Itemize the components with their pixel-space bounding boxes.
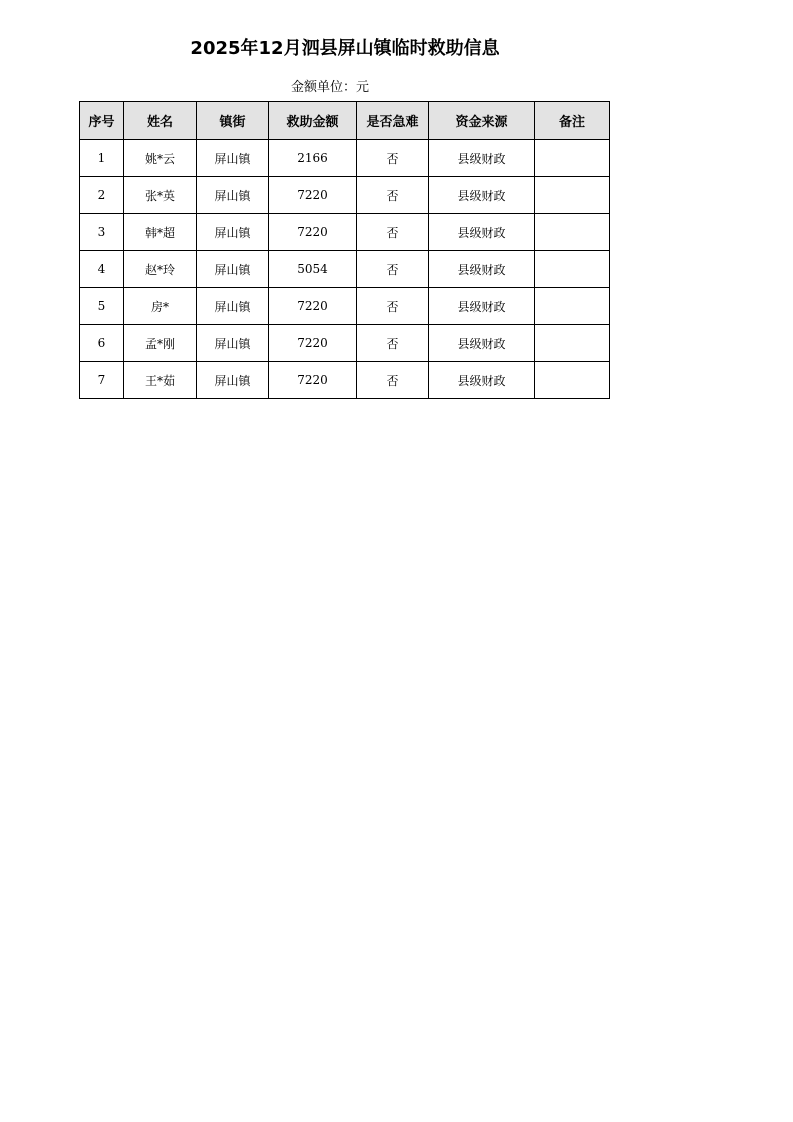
cell-town: 屏山镇 <box>197 140 269 177</box>
cell-fund-source: 县级财政 <box>429 140 535 177</box>
header-name: 姓名 <box>124 102 197 140</box>
cell-name: 赵*玲 <box>124 251 197 288</box>
cell-fund-source: 县级财政 <box>429 251 535 288</box>
header-serial-number: 序号 <box>80 102 124 140</box>
cell-name: 王*茹 <box>124 362 197 399</box>
cell-relief-amount: 7220 <box>269 177 357 214</box>
cell-town: 屏山镇 <box>197 362 269 399</box>
header-relief-amount: 救助金额 <box>269 102 357 140</box>
relief-table <box>79 101 610 399</box>
cell-urgent: 否 <box>357 362 429 399</box>
cell-town: 屏山镇 <box>197 325 269 362</box>
table-row <box>80 177 610 214</box>
header-town: 镇街 <box>197 102 269 140</box>
cell-serial-number: 5 <box>80 288 124 325</box>
cell-relief-amount: 7220 <box>269 288 357 325</box>
cell-urgent: 否 <box>357 214 429 251</box>
cell-relief-amount: 7220 <box>269 362 357 399</box>
cell-remark <box>535 288 610 325</box>
table-row <box>80 140 610 177</box>
cell-urgent: 否 <box>357 288 429 325</box>
table-header-row <box>80 102 610 140</box>
cell-remark <box>535 325 610 362</box>
cell-relief-amount: 7220 <box>269 214 357 251</box>
cell-name: 张*英 <box>124 177 197 214</box>
cell-serial-number: 2 <box>80 177 124 214</box>
cell-name: 韩*超 <box>124 214 197 251</box>
cell-fund-source: 县级财政 <box>429 362 535 399</box>
cell-relief-amount: 5054 <box>269 251 357 288</box>
cell-town: 屏山镇 <box>197 251 269 288</box>
header-urgent: 是否急难 <box>357 102 429 140</box>
table-row <box>80 362 610 399</box>
cell-urgent: 否 <box>357 325 429 362</box>
table-row <box>80 251 610 288</box>
cell-urgent: 否 <box>357 177 429 214</box>
cell-remark <box>535 140 610 177</box>
cell-serial-number: 1 <box>80 140 124 177</box>
cell-town: 屏山镇 <box>197 177 269 214</box>
cell-fund-source: 县级财政 <box>429 214 535 251</box>
cell-fund-source: 县级财政 <box>429 288 535 325</box>
table-row <box>80 214 610 251</box>
cell-town: 屏山镇 <box>197 288 269 325</box>
cell-urgent: 否 <box>357 140 429 177</box>
amount-unit-label: 金额单位：元 <box>290 80 369 95</box>
cell-name: 房* <box>124 288 197 325</box>
cell-name: 孟*刚 <box>124 325 197 362</box>
cell-serial-number: 4 <box>80 251 124 288</box>
cell-town: 屏山镇 <box>197 214 269 251</box>
table-row <box>80 288 610 325</box>
header-fund-source: 资金来源 <box>429 102 535 140</box>
header-remark: 备注 <box>535 102 610 140</box>
cell-serial-number: 3 <box>80 214 124 251</box>
cell-fund-source: 县级财政 <box>429 177 535 214</box>
cell-remark <box>535 177 610 214</box>
table-row <box>80 325 610 362</box>
cell-relief-amount: 7220 <box>269 325 357 362</box>
cell-remark <box>535 362 610 399</box>
page-title: 2025年12月泗县屏山镇临时救助信息 <box>190 38 500 59</box>
cell-name: 姚*云 <box>124 140 197 177</box>
cell-serial-number: 7 <box>80 362 124 399</box>
cell-urgent: 否 <box>357 251 429 288</box>
cell-remark <box>535 214 610 251</box>
cell-relief-amount: 2166 <box>269 140 357 177</box>
cell-remark <box>535 251 610 288</box>
cell-serial-number: 6 <box>80 325 124 362</box>
cell-fund-source: 县级财政 <box>429 325 535 362</box>
